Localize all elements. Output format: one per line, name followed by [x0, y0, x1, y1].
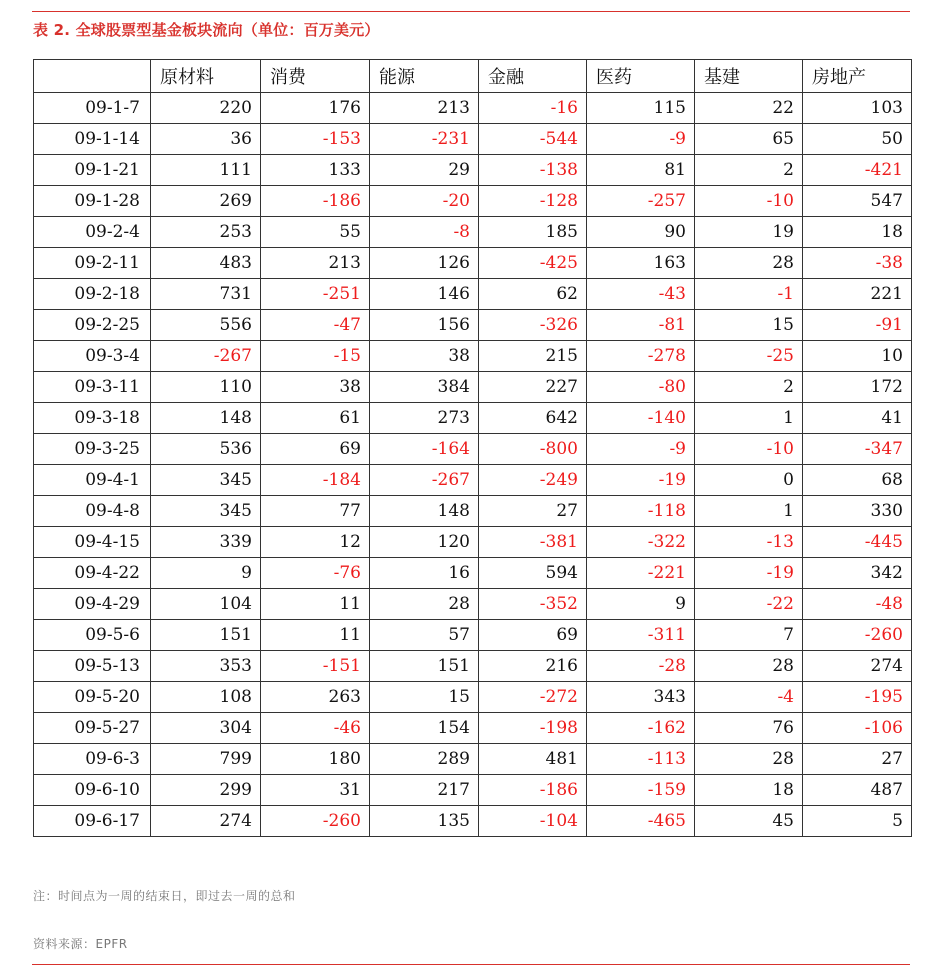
table-cell: 50: [803, 124, 912, 155]
table-cell: -9: [587, 434, 695, 465]
table-cell: 2: [695, 155, 803, 186]
table-cell: 339: [151, 527, 261, 558]
table-cell: 111: [151, 155, 261, 186]
table-row: [34, 651, 912, 682]
table-cell: -13: [695, 527, 803, 558]
table-row: [34, 558, 912, 589]
table-cell: 28: [370, 589, 479, 620]
table-cell: -140: [587, 403, 695, 434]
table-cell: 61: [261, 403, 370, 434]
table-cell: 594: [479, 558, 587, 589]
row-date: 09-4-8: [34, 496, 151, 527]
row-date: 09-5-27: [34, 713, 151, 744]
table-cell: 27: [479, 496, 587, 527]
table-cell: 216: [479, 651, 587, 682]
table-cell: 69: [261, 434, 370, 465]
column-header: 能源: [370, 60, 479, 93]
table-cell: -106: [803, 713, 912, 744]
table-cell: -22: [695, 589, 803, 620]
table-cell: 19: [695, 217, 803, 248]
table-row: [34, 124, 912, 155]
table-cell: -278: [587, 341, 695, 372]
table-cell: 269: [151, 186, 261, 217]
table-cell: -421: [803, 155, 912, 186]
row-date: 09-2-11: [34, 248, 151, 279]
row-date: 09-3-25: [34, 434, 151, 465]
table-cell: 41: [803, 403, 912, 434]
row-date: 09-6-3: [34, 744, 151, 775]
table-cell: -20: [370, 186, 479, 217]
row-date: 09-6-17: [34, 806, 151, 837]
table-cell: 213: [261, 248, 370, 279]
row-date: 09-4-15: [34, 527, 151, 558]
table-cell: 18: [695, 775, 803, 806]
table-cell: -104: [479, 806, 587, 837]
table-row: [34, 279, 912, 310]
table-cell: -251: [261, 279, 370, 310]
table-cell: -10: [695, 186, 803, 217]
table-cell: 299: [151, 775, 261, 806]
table-cell: -16: [479, 93, 587, 124]
table-cell: 68: [803, 465, 912, 496]
table-cell: -326: [479, 310, 587, 341]
table-cell: 5: [803, 806, 912, 837]
data-source: 资料来源：EPFR: [33, 937, 128, 951]
row-date: 09-3-4: [34, 341, 151, 372]
table-cell: -46: [261, 713, 370, 744]
table-cell: -91: [803, 310, 912, 341]
table-row: [34, 403, 912, 434]
column-header: 消费: [261, 60, 370, 93]
table-cell: 103: [803, 93, 912, 124]
table-cell: -10: [695, 434, 803, 465]
table-cell: 330: [803, 496, 912, 527]
table-cell: -118: [587, 496, 695, 527]
table-cell: 7: [695, 620, 803, 651]
table-cell: 227: [479, 372, 587, 403]
table-cell: 65: [695, 124, 803, 155]
table-cell: 353: [151, 651, 261, 682]
row-date: 09-1-21: [34, 155, 151, 186]
table-cell: 487: [803, 775, 912, 806]
table-cell: 120: [370, 527, 479, 558]
table-cell: 215: [479, 341, 587, 372]
table-cell: -19: [695, 558, 803, 589]
table-cell: -81: [587, 310, 695, 341]
row-date: 09-5-6: [34, 620, 151, 651]
table-cell: 126: [370, 248, 479, 279]
table-cell: 28: [695, 744, 803, 775]
table-cell: 15: [370, 682, 479, 713]
table-cell: -186: [479, 775, 587, 806]
table-row: [34, 186, 912, 217]
table-cell: 342: [803, 558, 912, 589]
table-row: [34, 217, 912, 248]
table-cell: 11: [261, 620, 370, 651]
table-cell: 536: [151, 434, 261, 465]
table-cell: 69: [479, 620, 587, 651]
table-row: [34, 713, 912, 744]
table-cell: 22: [695, 93, 803, 124]
table-cell: 156: [370, 310, 479, 341]
table-cell: 253: [151, 217, 261, 248]
table-cell: 176: [261, 93, 370, 124]
table-cell: -322: [587, 527, 695, 558]
row-date: 09-1-28: [34, 186, 151, 217]
table-cell: 12: [261, 527, 370, 558]
table-cell: 148: [370, 496, 479, 527]
table-cell: 289: [370, 744, 479, 775]
row-date: 09-1-7: [34, 93, 151, 124]
table-cell: -113: [587, 744, 695, 775]
table-row: [34, 527, 912, 558]
table-row: [34, 589, 912, 620]
table-cell: 16: [370, 558, 479, 589]
table-cell: -186: [261, 186, 370, 217]
row-date: 09-2-4: [34, 217, 151, 248]
table-cell: 77: [261, 496, 370, 527]
table-row: [34, 341, 912, 372]
table-cell: -138: [479, 155, 587, 186]
row-date: 09-1-14: [34, 124, 151, 155]
table-cell: 274: [151, 806, 261, 837]
table-cell: -260: [803, 620, 912, 651]
row-date: 09-4-1: [34, 465, 151, 496]
table-cell: -164: [370, 434, 479, 465]
row-date: 09-6-10: [34, 775, 151, 806]
table-cell: 213: [370, 93, 479, 124]
table-cell: 151: [151, 620, 261, 651]
table-caption: 表 2. 全球股票型基金板块流向（单位：百万美元）: [33, 21, 380, 39]
table-cell: 0: [695, 465, 803, 496]
table-cell: -195: [803, 682, 912, 713]
table-cell: 108: [151, 682, 261, 713]
table-cell: 62: [479, 279, 587, 310]
bottom-divider: [32, 964, 910, 965]
table-cell: -43: [587, 279, 695, 310]
table-cell: 11: [261, 589, 370, 620]
table-row: [34, 806, 912, 837]
table-cell: -128: [479, 186, 587, 217]
table-cell: 304: [151, 713, 261, 744]
table-row: [34, 248, 912, 279]
table-cell: 799: [151, 744, 261, 775]
table-cell: 31: [261, 775, 370, 806]
table-cell: 76: [695, 713, 803, 744]
table-cell: -260: [261, 806, 370, 837]
table-cell: -445: [803, 527, 912, 558]
row-date: 09-3-18: [34, 403, 151, 434]
table-cell: 481: [479, 744, 587, 775]
table-cell: -272: [479, 682, 587, 713]
row-date: 09-4-29: [34, 589, 151, 620]
table-cell: 115: [587, 93, 695, 124]
table-cell: 27: [803, 744, 912, 775]
table-cell: 345: [151, 465, 261, 496]
table-cell: 151: [370, 651, 479, 682]
table-row: [34, 155, 912, 186]
row-date: 09-5-20: [34, 682, 151, 713]
table-cell: -198: [479, 713, 587, 744]
table-cell: -544: [479, 124, 587, 155]
table-cell: 28: [695, 248, 803, 279]
table-cell: 154: [370, 713, 479, 744]
row-date: 09-2-18: [34, 279, 151, 310]
table-cell: 1: [695, 496, 803, 527]
table-cell: -25: [695, 341, 803, 372]
table-cell: 38: [370, 341, 479, 372]
table-cell: -267: [370, 465, 479, 496]
column-header: 房地产: [803, 60, 912, 93]
table-cell: 274: [803, 651, 912, 682]
table-cell: -9: [587, 124, 695, 155]
table-cell: 10: [803, 341, 912, 372]
table-row: [34, 682, 912, 713]
table-cell: -249: [479, 465, 587, 496]
table-cell: -159: [587, 775, 695, 806]
table-cell: 29: [370, 155, 479, 186]
table-cell: 133: [261, 155, 370, 186]
table-cell: -80: [587, 372, 695, 403]
table-cell: 185: [479, 217, 587, 248]
table-cell: 90: [587, 217, 695, 248]
table-cell: 343: [587, 682, 695, 713]
column-header: [34, 60, 151, 93]
table-cell: -8: [370, 217, 479, 248]
table-cell: -347: [803, 434, 912, 465]
table-header-row: [34, 60, 912, 93]
table-cell: -184: [261, 465, 370, 496]
table-row: [34, 496, 912, 527]
table-cell: 483: [151, 248, 261, 279]
table-cell: 217: [370, 775, 479, 806]
table-cell: 57: [370, 620, 479, 651]
table-row: [34, 465, 912, 496]
table-cell: -28: [587, 651, 695, 682]
table-cell: 263: [261, 682, 370, 713]
table-cell: -38: [803, 248, 912, 279]
table-row: [34, 744, 912, 775]
table-cell: 384: [370, 372, 479, 403]
row-date: 09-3-11: [34, 372, 151, 403]
table-cell: -153: [261, 124, 370, 155]
table-cell: 220: [151, 93, 261, 124]
table-cell: -76: [261, 558, 370, 589]
table-cell: 221: [803, 279, 912, 310]
table-cell: 163: [587, 248, 695, 279]
table-cell: 36: [151, 124, 261, 155]
table-body: [34, 93, 912, 837]
column-header: 基建: [695, 60, 803, 93]
sector-flows-table: [33, 59, 912, 837]
table-row: [34, 620, 912, 651]
table-cell: -381: [479, 527, 587, 558]
table-cell: -151: [261, 651, 370, 682]
top-divider: [32, 11, 910, 12]
footnote: 注：时间点为一周的结束日，即过去一周的总和: [33, 889, 296, 903]
table-cell: 45: [695, 806, 803, 837]
table-cell: 104: [151, 589, 261, 620]
column-header: 原材料: [151, 60, 261, 93]
table-cell: 81: [587, 155, 695, 186]
table-cell: 15: [695, 310, 803, 341]
table-cell: 148: [151, 403, 261, 434]
table-cell: 642: [479, 403, 587, 434]
table-row: [34, 775, 912, 806]
table-cell: -257: [587, 186, 695, 217]
table-cell: 9: [587, 589, 695, 620]
column-header: 医药: [587, 60, 695, 93]
table-cell: -800: [479, 434, 587, 465]
table-cell: 135: [370, 806, 479, 837]
table-cell: -267: [151, 341, 261, 372]
table-cell: 55: [261, 217, 370, 248]
table-cell: 38: [261, 372, 370, 403]
table-cell: 110: [151, 372, 261, 403]
table-cell: -47: [261, 310, 370, 341]
table-cell: 2: [695, 372, 803, 403]
table-row: [34, 372, 912, 403]
table-cell: -221: [587, 558, 695, 589]
table-row: [34, 310, 912, 341]
table-cell: -48: [803, 589, 912, 620]
table-row: [34, 434, 912, 465]
table-cell: 146: [370, 279, 479, 310]
table-cell: -1: [695, 279, 803, 310]
table-cell: 1: [695, 403, 803, 434]
column-header: 金融: [479, 60, 587, 93]
table-row: [34, 93, 912, 124]
table-cell: -231: [370, 124, 479, 155]
table-cell: -15: [261, 341, 370, 372]
table-cell: 556: [151, 310, 261, 341]
table-cell: 172: [803, 372, 912, 403]
row-date: 09-5-13: [34, 651, 151, 682]
table-cell: 273: [370, 403, 479, 434]
table-cell: 9: [151, 558, 261, 589]
table-cell: 731: [151, 279, 261, 310]
table-cell: 28: [695, 651, 803, 682]
table-cell: -352: [479, 589, 587, 620]
table-cell: 345: [151, 496, 261, 527]
table-cell: -4: [695, 682, 803, 713]
table-cell: -425: [479, 248, 587, 279]
table-cell: -162: [587, 713, 695, 744]
table-cell: -19: [587, 465, 695, 496]
table-cell: 180: [261, 744, 370, 775]
table-cell: -311: [587, 620, 695, 651]
table-cell: -465: [587, 806, 695, 837]
row-date: 09-4-22: [34, 558, 151, 589]
table-cell: 18: [803, 217, 912, 248]
table-cell: 547: [803, 186, 912, 217]
row-date: 09-2-25: [34, 310, 151, 341]
